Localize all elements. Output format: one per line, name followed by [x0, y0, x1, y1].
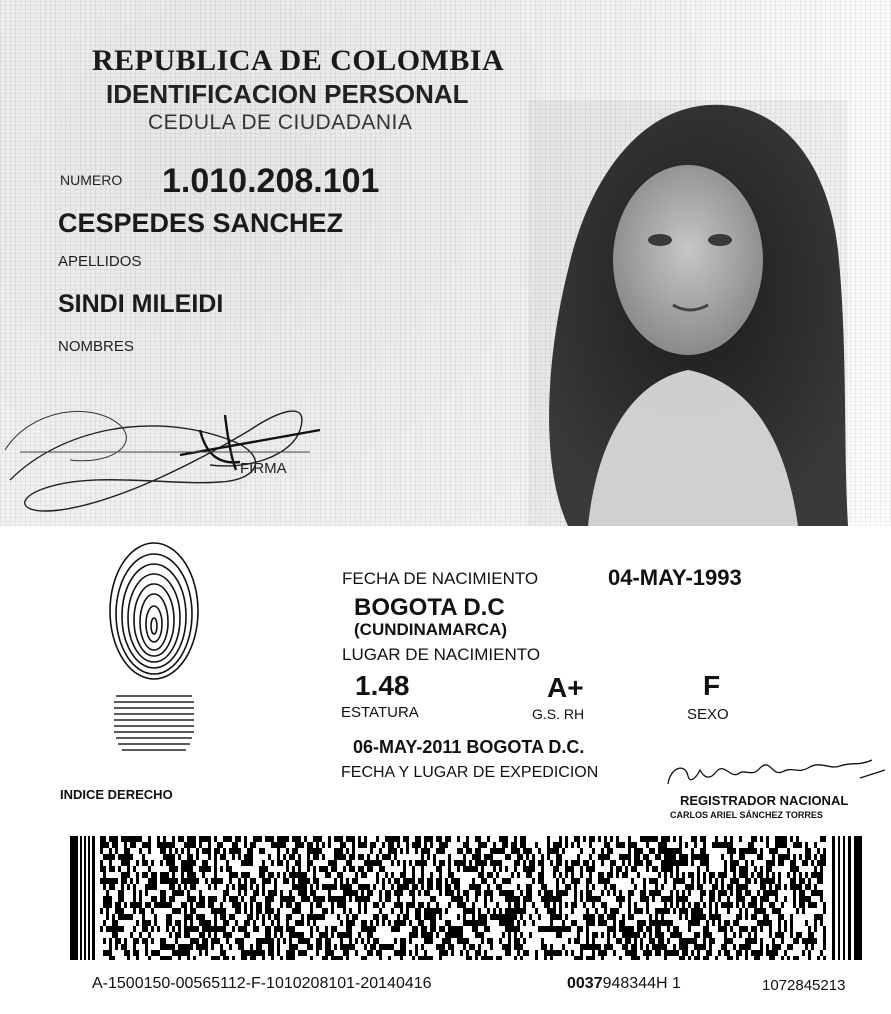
footer-code-left: A-1500150-00565112-F-1010208101-20140416 [92, 975, 432, 992]
document-subtype-heading: CEDULA DE CIUDADANIA [148, 111, 413, 134]
holder-photo [528, 100, 848, 526]
blood-type-value: A+ [547, 672, 584, 703]
birth-region-value: (CUNDINAMARCA) [354, 620, 507, 639]
birth-place-label: LUGAR DE NACIMIENTO [342, 645, 541, 664]
id-number: 1.010.208.101 [162, 162, 380, 200]
document-type-heading: IDENTIFICACION PERSONAL [106, 79, 469, 109]
footer-code-middle-rest: 948344H 1 [602, 975, 681, 992]
issue-value: 06-MAY-2011 BOGOTA D.C. [353, 737, 585, 757]
height-label: ESTATURA [341, 704, 419, 721]
registrar-signature [660, 748, 890, 796]
registrar-name: CARLOS ARIEL SÁNCHEZ TORRES [670, 810, 823, 820]
number-label: NUMERO [60, 172, 123, 188]
footer-code-middle-bold: 0037 [567, 975, 603, 992]
footer-code-right: 1072845213 [762, 977, 846, 994]
holder-signature [0, 370, 330, 520]
birth-date-label: FECHA DE NACIMIENTO [342, 569, 539, 588]
surnames-value: CESPEDES SANCHEZ [58, 208, 344, 238]
fingerprint-label: INDICE DERECHO [60, 787, 173, 802]
registrar-title: REGISTRADOR NACIONAL [680, 793, 849, 808]
given-names-label: NOMBRES [58, 338, 134, 355]
given-names-value: SINDI MILEIDI [58, 290, 224, 318]
country-heading: REPUBLICA DE COLOMBIA [92, 44, 505, 77]
pdf417-barcode [70, 836, 862, 960]
sex-label: SEXO [687, 706, 729, 723]
footer-code-middle [567, 975, 681, 993]
height-value: 1.48 [355, 670, 410, 701]
signature-label: FIRMA [240, 460, 287, 477]
surnames-label: APELLIDOS [58, 253, 142, 270]
issue-label: FECHA Y LUGAR DE EXPEDICION [341, 764, 599, 781]
blood-type-label: G.S. RH [532, 706, 585, 722]
sex-value: F [703, 670, 721, 701]
birth-place-value: BOGOTA D.C [354, 594, 505, 621]
fingerprint-image [104, 536, 204, 766]
birth-date-value: 04-MAY-1993 [608, 565, 742, 590]
